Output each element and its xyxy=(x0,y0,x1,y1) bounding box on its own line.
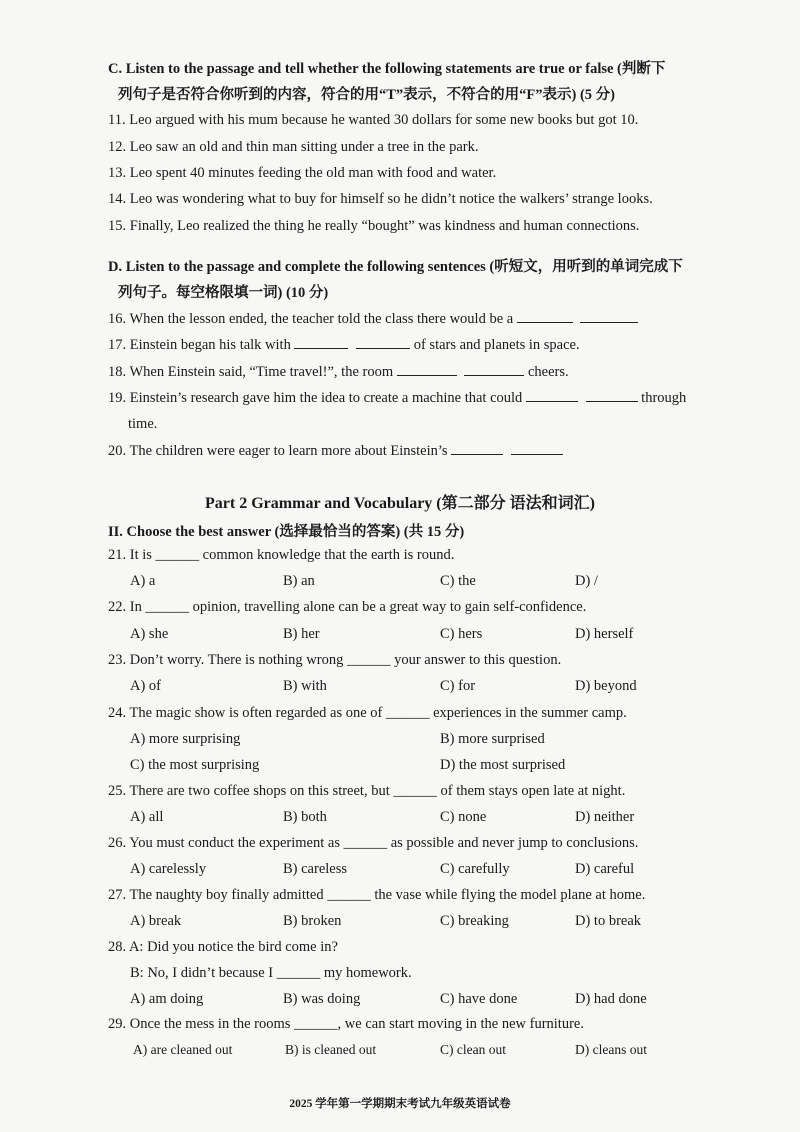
question-24: 24. The magic show is often regarded as one of ______ experiences in the summer camp. xyxy=(108,705,627,721)
option-a[interactable]: A) are cleaned out xyxy=(133,1042,233,1057)
question-28-reply: B: No, I didn’t because I ______ my homework. xyxy=(130,965,412,981)
option-b[interactable]: B) careless xyxy=(283,861,348,877)
answer-blank[interactable] xyxy=(294,336,348,349)
option-d[interactable]: D) beyond xyxy=(575,678,637,694)
option-b[interactable]: B) is cleaned out xyxy=(285,1042,377,1057)
option-c[interactable]: C) clean out xyxy=(440,1042,506,1057)
option-a[interactable]: A) am doing xyxy=(130,991,204,1007)
answer-blank[interactable] xyxy=(580,310,638,323)
question-29: 29. Once the mess in the rooms ______, we can start moving in the new furniture. xyxy=(108,1016,584,1032)
answer-blank[interactable] xyxy=(451,442,503,455)
option-d[interactable]: D) / xyxy=(575,573,598,589)
answer-blank[interactable] xyxy=(517,310,573,323)
question-25: 25. There are two coffee shops on this street, but ______ of them stays open late at night. xyxy=(108,783,626,799)
option-a[interactable]: A) of xyxy=(130,678,162,694)
option-a[interactable]: A) break xyxy=(130,913,182,929)
sentence-20: 20. The children were eager to learn more about Einstein’s xyxy=(108,442,563,460)
option-d[interactable]: D) to break xyxy=(575,913,642,929)
option-a[interactable]: A) all xyxy=(130,809,164,825)
section-ii-title: II. Choose the best answer (选择最恰当的答案) (共 15 分) xyxy=(108,524,465,540)
statement-14: 14. Leo was wondering what to buy for himself so he didn’t notice the walkers’ strange looks. xyxy=(108,191,653,207)
option-d[interactable]: D) the most surprised xyxy=(440,757,566,773)
page-footer: 2025 学年第一学期期末考试九年级英语试卷 xyxy=(289,1098,511,1110)
answer-blank[interactable] xyxy=(586,389,638,402)
question-22: 22. In ______ opinion, travelling alone can be a great way to gain self-confidence. xyxy=(108,599,587,615)
option-c[interactable]: C) have done xyxy=(440,991,518,1007)
option-c[interactable]: C) for xyxy=(440,678,476,694)
option-d[interactable]: D) had done xyxy=(575,991,647,1007)
option-b[interactable]: B) was doing xyxy=(283,991,361,1007)
section-d-title-line1: D. Listen to the passage and complete the following sentences (听短文，用听到的单词完成下 xyxy=(108,259,683,275)
question-27: 27. The naughty boy finally admitted ______ the vase while flying the model plane at home. xyxy=(108,887,646,903)
answer-blank[interactable] xyxy=(511,442,563,455)
option-c[interactable]: C) hers xyxy=(440,626,483,642)
answer-blank[interactable] xyxy=(526,389,578,402)
section-c-title-line1: C. Listen to the passage and tell whether the following statements are true or false (判断下 xyxy=(108,61,666,77)
option-b[interactable]: B) an xyxy=(283,573,315,589)
section-c-title-line2: 列句子是否符合你听到的内容，符合的用“T”表示，不符合的用“F”表示) (5 分) xyxy=(118,87,616,103)
option-b[interactable]: B) her xyxy=(283,626,320,642)
option-b[interactable]: B) broken xyxy=(283,913,342,929)
answer-blank[interactable] xyxy=(397,363,457,376)
sentence-19-cont: time. xyxy=(128,416,158,432)
option-b[interactable]: B) more surprised xyxy=(440,731,545,747)
statement-12: 12. Leo saw an old and thin man sitting under a tree in the park. xyxy=(108,139,479,155)
option-b[interactable]: B) both xyxy=(283,809,327,825)
option-d[interactable]: D) careful xyxy=(575,861,635,877)
option-d[interactable]: D) cleans out xyxy=(575,1042,647,1057)
part2-title: Part 2 Grammar and Vocabulary (第二部分 语法和词汇) xyxy=(205,495,595,512)
option-a[interactable]: A) she xyxy=(130,626,169,642)
sentence-17: 17. Einstein began his talk with of stars and planets in space. xyxy=(108,337,580,353)
sentence-19: 19. Einstein’s research gave him the idea to create a machine that could through xyxy=(108,390,687,406)
section-c-title xyxy=(108,56,748,108)
option-a[interactable]: A) a xyxy=(130,573,156,589)
option-c[interactable]: C) the most surprising xyxy=(130,757,260,773)
answer-blank[interactable] xyxy=(464,363,524,376)
statement-11: 11. Leo argued with his mum because he wanted 30 dollars for some new books but got 10. xyxy=(108,112,639,128)
section-d-title xyxy=(108,254,748,306)
statement-13: 13. Leo spent 40 minutes feeding the old man with food and water. xyxy=(108,165,497,181)
question-21: 21. It is ______ common knowledge that the earth is round. xyxy=(108,547,455,563)
option-c[interactable]: C) breaking xyxy=(440,913,509,929)
sentence-18: 18. When Einstein said, “Time travel!”, the room cheers. xyxy=(108,364,569,380)
option-a[interactable]: A) more surprising xyxy=(130,731,241,747)
statement-15: 15. Finally, Leo realized the thing he really “bought” was kindness and human connections. xyxy=(108,218,640,234)
question-26: 26. You must conduct the experiment as ______ as possible and never jump to conclusions. xyxy=(108,835,639,851)
option-c[interactable]: C) the xyxy=(440,573,476,589)
option-d[interactable]: D) neither xyxy=(575,809,635,825)
option-a[interactable]: A) carelessly xyxy=(130,861,207,877)
question-28: 28. A: Did you notice the bird come in? xyxy=(108,939,338,955)
option-c[interactable]: C) carefully xyxy=(440,861,510,877)
option-d[interactable]: D) herself xyxy=(575,626,634,642)
option-c[interactable]: C) none xyxy=(440,809,487,825)
section-d-title-line2: 列句子。每空格限填一词) (10 分) xyxy=(118,285,329,301)
option-b[interactable]: B) with xyxy=(283,678,327,694)
question-23: 23. Don’t worry. There is nothing wrong ______ your answer to this question. xyxy=(108,652,562,668)
answer-blank[interactable] xyxy=(356,336,410,349)
sentence-16: 16. When the lesson ended, the teacher told the class there would be a xyxy=(108,310,638,328)
